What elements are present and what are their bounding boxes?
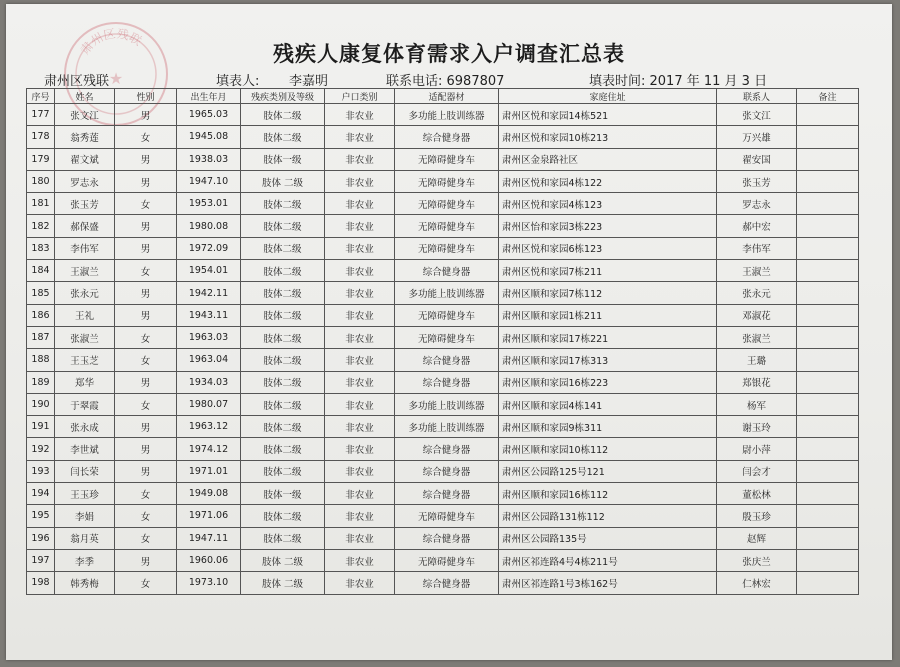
remarks-cell <box>797 260 859 282</box>
equipment-cell: 多功能上肢训练器 <box>395 416 499 438</box>
hukou-type-cell: 非农业 <box>325 104 395 126</box>
equipment-cell: 综合健身器 <box>395 126 499 148</box>
contact-person-cell: 翟安国 <box>717 148 797 170</box>
gender-cell: 男 <box>115 148 177 170</box>
contact-person-cell: 王璐 <box>717 349 797 371</box>
disability-level-cell: 肢体二级 <box>241 326 325 348</box>
contact-person-cell: 张淑兰 <box>717 326 797 348</box>
home-address-cell: 肃州区悦和家园7栋211 <box>499 260 717 282</box>
home-address-cell: 肃州区公园路125号121 <box>499 460 717 482</box>
header-cell: 户口类别 <box>325 89 395 104</box>
equipment-cell: 无障碍健身车 <box>395 549 499 571</box>
remarks-cell <box>797 416 859 438</box>
equipment-cell: 无障碍健身车 <box>395 237 499 259</box>
person-name-cell: 张淑兰 <box>55 326 115 348</box>
filler-label: 填表人: <box>216 74 260 89</box>
header-cell: 姓名 <box>55 89 115 104</box>
row-number-cell: 177 <box>27 104 55 126</box>
table-row <box>27 505 859 527</box>
gender-cell: 女 <box>115 326 177 348</box>
equipment-cell: 无障碍健身车 <box>395 304 499 326</box>
gender-cell: 女 <box>115 393 177 415</box>
birth-date-cell: 1943.11 <box>177 304 241 326</box>
home-address-cell: 肃州区顺和家园1栋211 <box>499 304 717 326</box>
equipment-cell: 无障碍健身车 <box>395 505 499 527</box>
remarks-cell <box>797 215 859 237</box>
header-cell: 备注 <box>797 89 859 104</box>
table-row <box>27 104 859 126</box>
equipment-cell: 无障碍健身车 <box>395 148 499 170</box>
table-row <box>27 393 859 415</box>
table-row <box>27 237 859 259</box>
birth-date-cell: 1953.01 <box>177 193 241 215</box>
contact-person-cell: 闫会才 <box>717 460 797 482</box>
table-body <box>27 104 859 595</box>
table-row <box>27 438 859 460</box>
contact-person-cell: 李伟军 <box>717 237 797 259</box>
disability-level-cell: 肢体二级 <box>241 393 325 415</box>
home-address-cell: 肃州区悦和家园4栋123 <box>499 193 717 215</box>
row-number-cell: 198 <box>27 572 55 594</box>
gender-cell: 男 <box>115 170 177 192</box>
disability-level-cell: 肢体二级 <box>241 349 325 371</box>
disability-level-cell: 肢体二级 <box>241 126 325 148</box>
row-number-cell: 187 <box>27 326 55 348</box>
row-number-cell: 195 <box>27 505 55 527</box>
hukou-type-cell: 非农业 <box>325 260 395 282</box>
remarks-cell <box>797 572 859 594</box>
hukou-type-cell: 非农业 <box>325 126 395 148</box>
contact-person-cell: 张庆兰 <box>717 549 797 571</box>
disability-level-cell: 肢体二级 <box>241 527 325 549</box>
row-number-cell: 189 <box>27 371 55 393</box>
home-address-cell: 肃州区顺和家园10栋112 <box>499 438 717 460</box>
hukou-type-cell: 非农业 <box>325 215 395 237</box>
remarks-cell <box>797 104 859 126</box>
person-name-cell: 张永成 <box>55 416 115 438</box>
contact-person-cell: 邓淑花 <box>717 304 797 326</box>
remarks-cell <box>797 126 859 148</box>
header-cell: 适配器材 <box>395 89 499 104</box>
row-number-cell: 185 <box>27 282 55 304</box>
table-row <box>27 483 859 505</box>
row-number-cell: 183 <box>27 237 55 259</box>
gender-cell: 女 <box>115 349 177 371</box>
table-row <box>27 349 859 371</box>
row-number-cell: 197 <box>27 549 55 571</box>
table-row <box>27 326 859 348</box>
row-number-cell: 192 <box>27 438 55 460</box>
header-cell: 序号 <box>27 89 55 104</box>
person-name-cell: 翟文斌 <box>55 148 115 170</box>
remarks-cell <box>797 237 859 259</box>
row-number-cell: 194 <box>27 483 55 505</box>
equipment-cell: 多功能上肢训练器 <box>395 282 499 304</box>
row-number-cell: 184 <box>27 260 55 282</box>
table-row <box>27 416 859 438</box>
birth-date-cell: 1972.09 <box>177 237 241 259</box>
remarks-cell <box>797 326 859 348</box>
home-address-cell: 肃州区金泉路社区 <box>499 148 717 170</box>
gender-cell: 男 <box>115 438 177 460</box>
disability-level-cell: 肢体二级 <box>241 282 325 304</box>
home-address-cell: 肃州区公园路135号 <box>499 527 717 549</box>
contact-person-cell: 殷玉珍 <box>717 505 797 527</box>
equipment-cell: 综合健身器 <box>395 371 499 393</box>
disability-level-cell: 肢体二级 <box>241 438 325 460</box>
gender-cell: 男 <box>115 549 177 571</box>
contact-person-cell: 董松林 <box>717 483 797 505</box>
contact-person-cell: 郑银花 <box>717 371 797 393</box>
disability-level-cell: 肢体二级 <box>241 215 325 237</box>
contact-person-cell: 谢玉玲 <box>717 416 797 438</box>
remarks-cell <box>797 193 859 215</box>
person-name-cell: 闫长荣 <box>55 460 115 482</box>
birth-date-cell: 1974.12 <box>177 438 241 460</box>
gender-cell: 女 <box>115 505 177 527</box>
home-address-cell: 肃州区顺和家园4栋141 <box>499 393 717 415</box>
person-name-cell: 翁秀莲 <box>55 126 115 148</box>
remarks-cell <box>797 148 859 170</box>
birth-date-cell: 1949.08 <box>177 483 241 505</box>
person-name-cell: 王玉芝 <box>55 349 115 371</box>
table-row <box>27 460 859 482</box>
contact-person-cell: 王淑兰 <box>717 260 797 282</box>
table-row <box>27 282 859 304</box>
table-header-row <box>27 89 859 104</box>
hukou-type-cell: 非农业 <box>325 438 395 460</box>
person-name-cell: 郑华 <box>55 371 115 393</box>
gender-cell: 男 <box>115 215 177 237</box>
disability-level-cell: 肢体二级 <box>241 260 325 282</box>
remarks-cell <box>797 460 859 482</box>
remarks-cell <box>797 349 859 371</box>
disability-level-cell: 肢体二级 <box>241 505 325 527</box>
contact-person-cell: 尉小萍 <box>717 438 797 460</box>
person-name-cell: 张永元 <box>55 282 115 304</box>
remarks-cell <box>797 438 859 460</box>
person-name-cell: 王礼 <box>55 304 115 326</box>
remarks-cell <box>797 282 859 304</box>
hukou-type-cell: 非农业 <box>325 371 395 393</box>
table-row <box>27 126 859 148</box>
gender-cell: 男 <box>115 304 177 326</box>
equipment-cell: 无障碍健身车 <box>395 170 499 192</box>
birth-date-cell: 1963.12 <box>177 416 241 438</box>
person-name-cell: 张玉芳 <box>55 193 115 215</box>
hukou-type-cell: 非农业 <box>325 170 395 192</box>
hukou-type-cell: 非农业 <box>325 460 395 482</box>
gender-cell: 男 <box>115 237 177 259</box>
person-name-cell: 王淑兰 <box>55 260 115 282</box>
birth-date-cell: 1947.10 <box>177 170 241 192</box>
remarks-cell <box>797 393 859 415</box>
equipment-cell: 综合健身器 <box>395 572 499 594</box>
fill-date: 填表时间: 2017 年 11 月 3 日 <box>589 74 768 89</box>
table-row <box>27 170 859 192</box>
org-name: 肃州区残联 <box>44 74 110 89</box>
paper-sheet <box>6 4 892 660</box>
home-address-cell: 肃州区悦和家园4栋122 <box>499 170 717 192</box>
birth-date-cell: 1971.01 <box>177 460 241 482</box>
birth-date-cell: 1980.08 <box>177 215 241 237</box>
hukou-type-cell: 非农业 <box>325 527 395 549</box>
table-row <box>27 304 859 326</box>
home-address-cell: 肃州区顺和家园17栋313 <box>499 349 717 371</box>
table-row <box>27 527 859 549</box>
disability-level-cell: 肢体一级 <box>241 148 325 170</box>
gender-cell: 男 <box>115 371 177 393</box>
disability-level-cell: 肢体二级 <box>241 416 325 438</box>
person-name-cell: 王玉珍 <box>55 483 115 505</box>
row-number-cell: 196 <box>27 527 55 549</box>
header-cell: 出生年月 <box>177 89 241 104</box>
gender-cell: 女 <box>115 483 177 505</box>
person-name-cell: 李世斌 <box>55 438 115 460</box>
contact-person-cell: 张文江 <box>717 104 797 126</box>
birth-date-cell: 1960.06 <box>177 549 241 571</box>
table-row <box>27 148 859 170</box>
home-address-cell: 肃州区悦和家园6栋123 <box>499 237 717 259</box>
birth-date-cell: 1954.01 <box>177 260 241 282</box>
disability-level-cell: 肢体二级 <box>241 193 325 215</box>
hukou-type-cell: 非农业 <box>325 237 395 259</box>
row-number-cell: 193 <box>27 460 55 482</box>
row-number-cell: 190 <box>27 393 55 415</box>
hukou-type-cell: 非农业 <box>325 148 395 170</box>
hukou-type-cell: 非农业 <box>325 282 395 304</box>
gender-cell: 女 <box>115 126 177 148</box>
remarks-cell <box>797 527 859 549</box>
row-number-cell: 179 <box>27 148 55 170</box>
person-name-cell: 韩秀梅 <box>55 572 115 594</box>
birth-date-cell: 1963.04 <box>177 349 241 371</box>
person-name-cell: 张文江 <box>55 104 115 126</box>
birth-date-cell: 1965.03 <box>177 104 241 126</box>
disability-level-cell: 肢体二级 <box>241 237 325 259</box>
home-address-cell: 肃州区祁连路1号3栋162号 <box>499 572 717 594</box>
table-row <box>27 572 859 594</box>
svg-text:肃州区残联: 肃州区残联 <box>77 26 145 58</box>
home-address-cell: 肃州区顺和家园16栋223 <box>499 371 717 393</box>
person-name-cell: 于翠霞 <box>55 393 115 415</box>
contact-person-cell: 张玉芳 <box>717 170 797 192</box>
hukou-type-cell: 非农业 <box>325 349 395 371</box>
hukou-type-cell: 非农业 <box>325 304 395 326</box>
row-number-cell: 178 <box>27 126 55 148</box>
remarks-cell <box>797 170 859 192</box>
equipment-cell: 多功能上肢训练器 <box>395 104 499 126</box>
disability-level-cell: 肢体二级 <box>241 304 325 326</box>
home-address-cell: 肃州区顺和家园9栋311 <box>499 416 717 438</box>
row-number-cell: 180 <box>27 170 55 192</box>
birth-date-cell: 1945.08 <box>177 126 241 148</box>
equipment-cell: 综合健身器 <box>395 460 499 482</box>
filler-name: 李嘉明 <box>289 74 329 89</box>
birth-date-cell: 1973.10 <box>177 572 241 594</box>
hukou-type-cell: 非农业 <box>325 572 395 594</box>
home-address-cell: 肃州区顺和家园17栋221 <box>499 326 717 348</box>
equipment-cell: 综合健身器 <box>395 438 499 460</box>
disability-level-cell: 肢体 二级 <box>241 572 325 594</box>
home-address-cell: 肃州区怡和家园3栋223 <box>499 215 717 237</box>
equipment-cell: 综合健身器 <box>395 349 499 371</box>
birth-date-cell: 1942.11 <box>177 282 241 304</box>
gender-cell: 男 <box>115 460 177 482</box>
hukou-type-cell: 非农业 <box>325 326 395 348</box>
home-address-cell: 肃州区悦和家园10栋213 <box>499 126 717 148</box>
table-row <box>27 260 859 282</box>
person-name-cell: 郝保盛 <box>55 215 115 237</box>
contact-person-cell: 罗志永 <box>717 193 797 215</box>
contact-person-cell: 赵辉 <box>717 527 797 549</box>
equipment-cell: 综合健身器 <box>395 260 499 282</box>
contact-person-cell: 张永元 <box>717 282 797 304</box>
header-cell: 家庭住址 <box>499 89 717 104</box>
remarks-cell <box>797 549 859 571</box>
gender-cell: 女 <box>115 527 177 549</box>
birth-date-cell: 1947.11 <box>177 527 241 549</box>
gender-cell: 男 <box>115 282 177 304</box>
hukou-type-cell: 非农业 <box>325 416 395 438</box>
equipment-cell: 无障碍健身车 <box>395 193 499 215</box>
table-row <box>27 193 859 215</box>
hukou-type-cell: 非农业 <box>325 393 395 415</box>
row-number-cell: 188 <box>27 349 55 371</box>
hukou-type-cell: 非农业 <box>325 193 395 215</box>
home-address-cell: 肃州区顺和家园16栋112 <box>499 483 717 505</box>
person-name-cell: 李伟军 <box>55 237 115 259</box>
remarks-cell <box>797 371 859 393</box>
home-address-cell: 肃州区公园路131栋112 <box>499 505 717 527</box>
header-cell: 性别 <box>115 89 177 104</box>
equipment-cell: 无障碍健身车 <box>395 326 499 348</box>
contact-person-cell: 杨军 <box>717 393 797 415</box>
equipment-cell: 无障碍健身车 <box>395 215 499 237</box>
remarks-cell <box>797 304 859 326</box>
disability-level-cell: 肢体二级 <box>241 371 325 393</box>
row-number-cell: 181 <box>27 193 55 215</box>
remarks-cell <box>797 505 859 527</box>
form-meta-line <box>34 70 852 88</box>
svg-text:★: ★ <box>108 69 124 88</box>
contact-phone: 联系电话: 6987807 <box>386 74 505 89</box>
birth-date-cell: 1938.03 <box>177 148 241 170</box>
equipment-cell: 综合健身器 <box>395 527 499 549</box>
header-cell: 残疾类别及等级 <box>241 89 325 104</box>
contact-person-cell: 郝中宏 <box>717 215 797 237</box>
disability-level-cell: 肢体 二级 <box>241 170 325 192</box>
disability-level-cell: 肢体一级 <box>241 483 325 505</box>
person-name-cell: 李娟 <box>55 505 115 527</box>
gender-cell: 女 <box>115 572 177 594</box>
table-row <box>27 549 859 571</box>
table-row <box>27 215 859 237</box>
birth-date-cell: 1934.03 <box>177 371 241 393</box>
gender-cell: 女 <box>115 260 177 282</box>
home-address-cell: 肃州区悦和家园14栋521 <box>499 104 717 126</box>
header-cell: 联系人 <box>717 89 797 104</box>
remarks-cell <box>797 483 859 505</box>
document-title: 残疾人康复体育需求入户调查汇总表 <box>273 41 625 66</box>
equipment-cell: 综合健身器 <box>395 483 499 505</box>
row-number-cell: 186 <box>27 304 55 326</box>
contact-person-cell: 仁林宏 <box>717 572 797 594</box>
hukou-type-cell: 非农业 <box>325 483 395 505</box>
birth-date-cell: 1980.07 <box>177 393 241 415</box>
hukou-type-cell: 非农业 <box>325 505 395 527</box>
disability-level-cell: 肢体二级 <box>241 104 325 126</box>
row-number-cell: 191 <box>27 416 55 438</box>
birth-date-cell: 1963.03 <box>177 326 241 348</box>
equipment-cell: 多功能上肢训练器 <box>395 393 499 415</box>
person-name-cell: 罗志永 <box>55 170 115 192</box>
hukou-type-cell: 非农业 <box>325 549 395 571</box>
contact-person-cell: 万兴雄 <box>717 126 797 148</box>
disability-level-cell: 肢体二级 <box>241 460 325 482</box>
person-name-cell: 翁月英 <box>55 527 115 549</box>
table-row <box>27 371 859 393</box>
birth-date-cell: 1971.06 <box>177 505 241 527</box>
survey-table <box>26 88 859 595</box>
person-name-cell: 李季 <box>55 549 115 571</box>
gender-cell: 女 <box>115 193 177 215</box>
gender-cell: 男 <box>115 416 177 438</box>
home-address-cell: 肃州区祁连路4号4栋211号 <box>499 549 717 571</box>
home-address-cell: 肃州区顺和家园7栋112 <box>499 282 717 304</box>
gender-cell: 男 <box>115 104 177 126</box>
disability-level-cell: 肢体 二级 <box>241 549 325 571</box>
row-number-cell: 182 <box>27 215 55 237</box>
